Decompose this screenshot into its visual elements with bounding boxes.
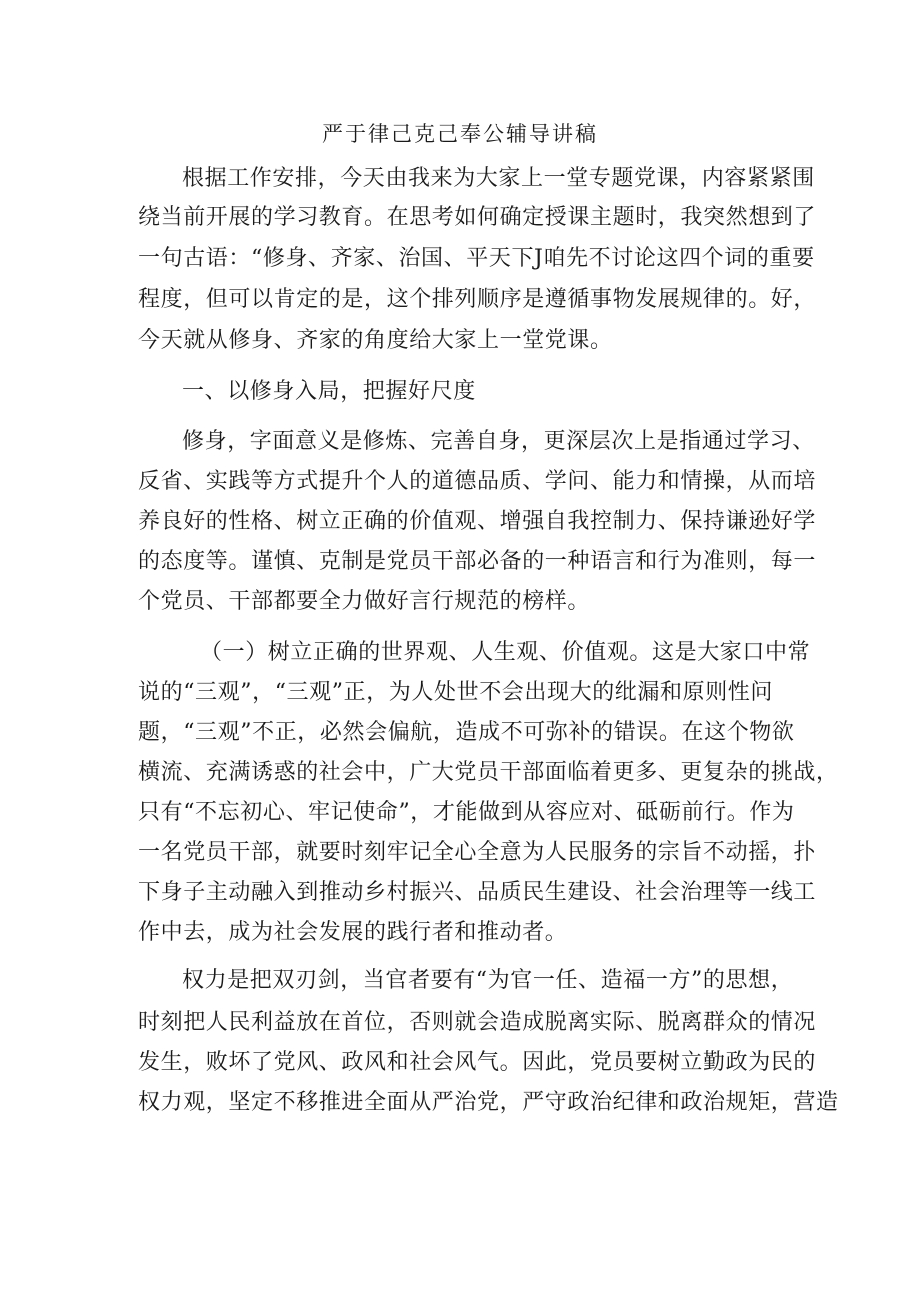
paragraph-line: 一句古语：“修身、齐家、治国、平天下J咱先不讨论这四个词的重要 [138, 246, 815, 271]
subsection-heading: （一）树立正确的世界观、人生观、价值观。这是大家口中常 [200, 640, 811, 665]
paragraph-line: 下身子主动融入到推动乡村振兴、品质民生建设、社会治理等一线工 [138, 880, 817, 905]
document-title: 严于律己克己奉公辅导讲稿 [322, 122, 598, 146]
paragraph-line: 修身，字面意义是修炼、完善自身，更深层次上是指通过学习、 [182, 429, 815, 454]
paragraph-line: 只有“不忘初心、牢记使命”，才能做到从容应对、砥砺前行。作为 [138, 800, 795, 825]
paragraph-line: 程度，但可以肯定的是，这个排列顺序是遵循事物发展规律的。好， [138, 287, 817, 312]
section-heading: 一、以修身入局，把握好尺度 [182, 379, 476, 404]
paragraph-line: 个党员、干部都要全力做好言行规范的榜样。 [138, 589, 591, 614]
paragraph-line: 说的“三观”，“三观”正，为人处世不会出现大的纰漏和原则性问 [138, 680, 773, 705]
paragraph-line: 权力观，坚定不移推进全面从严治党，严守政治纪律和政治规矩，营造 [138, 1090, 839, 1115]
paragraph-line: 一名党员干部，就要时刻牢记全心全意为人民服务的宗旨不动摇，扑 [138, 840, 817, 865]
paragraph-line: 作中去，成为社会发展的践行者和推动者。 [138, 920, 568, 945]
paragraph-line: 权力是把双刃剑，当官者要有“为官一任、造福一方”的思想， [182, 968, 794, 993]
paragraph-line: 反省、实践等方式提升个人的道德品质、学问、能力和情操，从而培 [138, 469, 817, 494]
paragraph-line: 绕当前开展的学习教育。在思考如何确定授课主题时，我突然想到了 [138, 205, 817, 230]
paragraph-line: 时刻把人民利益放在首位，否则就会造成脱离实际、脱离群众的情况 [138, 1010, 817, 1035]
paragraph-line: 今天就从修身、齐家的角度给大家上一堂党课。 [138, 328, 613, 353]
paragraph-line: 题，“三观”不正，必然会偏航，造成不可弥补的错误。在这个物欲 [138, 720, 795, 745]
paragraph-line: 发生，败坏了党风、政风和社会风气。因此，党员要树立勤政为民的 [138, 1050, 817, 1075]
paragraph-line: 养良好的性格、树立正确的价值观、增强自我控制力、保持谦逊好学 [138, 509, 817, 534]
paragraph-line: 横流、充满诱惑的社会中，广大党员干部面临着更多、更复杂的挑战， [138, 760, 839, 785]
paragraph-line: 根据工作安排，今天由我来为大家上一堂专题党课，内容紧紧围 [182, 166, 815, 191]
paragraph-line: 的态度等。谨慎、克制是党员干部必备的一种语言和行为准则，每一 [138, 549, 817, 574]
